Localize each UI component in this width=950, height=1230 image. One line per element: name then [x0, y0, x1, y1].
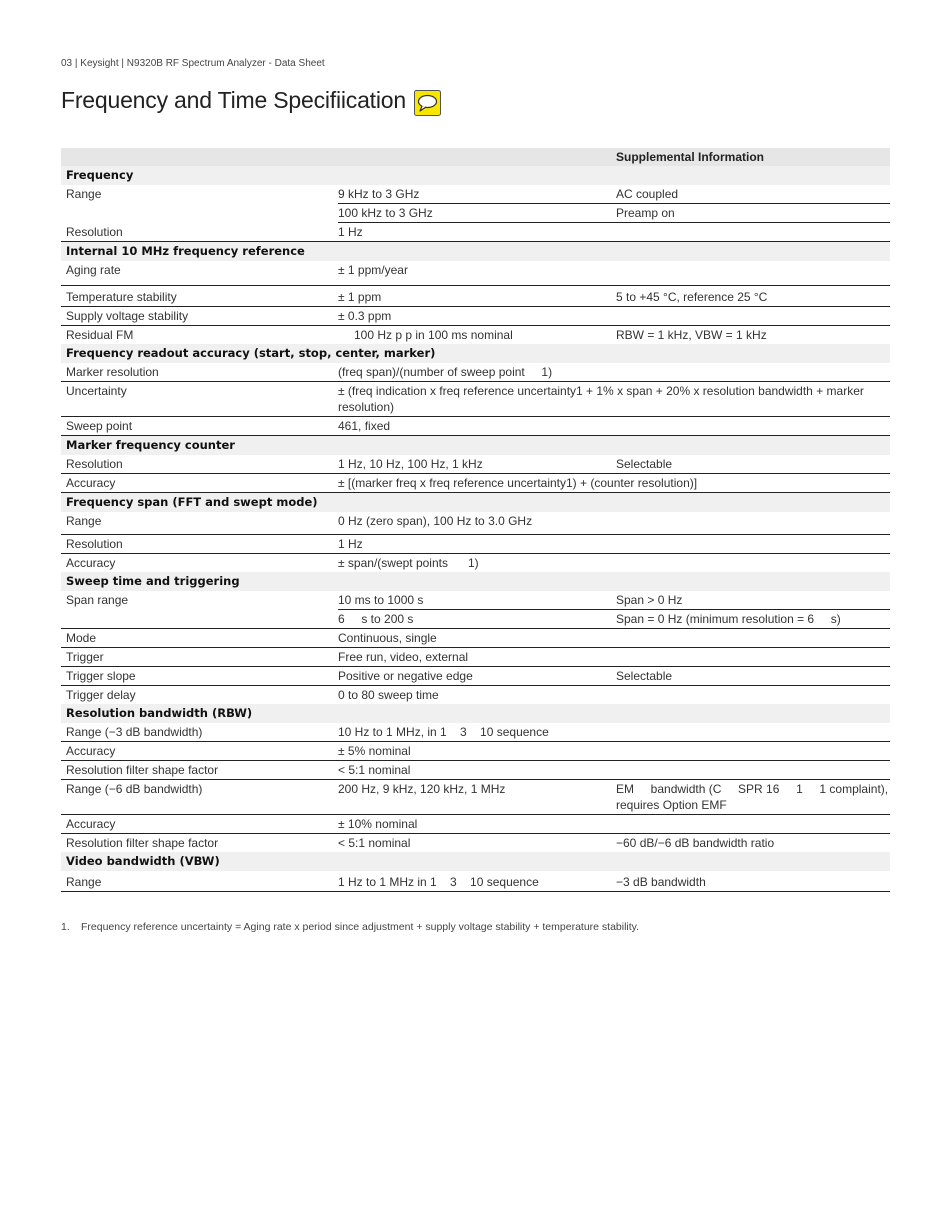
footnote-number: 1.	[61, 921, 70, 933]
table-row: Temperature stability ± 1 ppm 5 to +45 °C, reference 25 °C	[61, 286, 890, 307]
table-row: Mode Continuous, single	[61, 629, 890, 648]
supplemental-header: Supplemental Information	[616, 150, 765, 164]
table-header-row	[61, 148, 890, 166]
table-row: Accuracy ± 5% nominal	[61, 742, 890, 761]
table-row: Trigger delay 0 to 80 sweep time	[66, 688, 439, 702]
title-row	[61, 84, 441, 116]
table-row: Range 0 Hz (zero span), 100 Hz to 3.0 GHz	[61, 512, 890, 535]
table-row: Span range 10 ms to 1000 s Span > 0 Hz	[61, 591, 890, 610]
section-internal-ref: Internal 10 MHz frequency reference	[61, 242, 890, 261]
comment-icon[interactable]	[414, 90, 441, 116]
table-row: Accuracy ± span/(swept points 1)	[66, 556, 479, 570]
table-row: Aging rate ± 1 ppm/year	[61, 261, 890, 286]
table-row: Uncertainty ± (freq indication x freq reference uncertainty1 + 1% x span + 20% x resolution bandwidth + marker resolution)	[61, 382, 890, 417]
table-row: Residual FM 100 Hz p p in 100 ms nominal RBW = 1 kHz, VBW = 1 kHz	[66, 328, 767, 342]
section-rbw: Resolution bandwidth (RBW)	[61, 704, 890, 723]
table-row: Supply voltage stability ± 0.3 ppm	[61, 307, 890, 326]
page-header: 03 | Keysight | N9320B RF Spectrum Analyzer - Data Sheet	[61, 58, 325, 69]
footnote	[61, 921, 639, 933]
table-row: Resolution filter shape factor < 5:1 nominal	[61, 761, 890, 780]
page-title: Frequency and Time Specifiication	[61, 86, 406, 113]
table-row: Range (−3 dB bandwidth) 10 Hz to 1 MHz, in 1 3 10 sequence	[61, 723, 890, 742]
table-row: Trigger Free run, video, external	[61, 648, 890, 667]
table-row: Sweep point 461, fixed	[61, 417, 890, 436]
section-sweep: Sweep time and triggering	[61, 572, 890, 591]
footnote-text: Frequency reference uncertainty = Aging rate x period since adjustment + supply voltage stability + temperature stability.	[81, 921, 640, 933]
section-counter: Marker frequency counter	[61, 436, 890, 455]
section-vbw: Video bandwidth (VBW)	[61, 852, 890, 871]
table-row: Range 9 kHz to 3 GHz AC coupled	[61, 185, 890, 204]
section-readout: Frequency readout accuracy (start, stop, center, marker)	[61, 344, 890, 363]
section-frequency: Frequency	[61, 166, 890, 185]
table-row: 100 kHz to 3 GHz Preamp on	[61, 204, 890, 223]
table-row: Accuracy ± [(marker freq x freq reference uncertainty1) + (counter resolution)]	[61, 474, 890, 493]
spec-table	[61, 148, 890, 892]
table-row: Resolution 1 Hz	[61, 535, 890, 554]
table-row: Resolution 1 Hz	[61, 223, 890, 242]
table-row: Resolution filter shape factor < 5:1 nominal −60 dB/−6 dB bandwidth ratio	[66, 836, 775, 850]
table-row: Range (−6 dB bandwidth) 200 Hz, 9 kHz, 120 kHz, 1 MHz EM bandwidth (C SPR 16 1 1 complaint), requires Option EMF	[61, 780, 890, 815]
table-row: Accuracy ± 10% nominal	[61, 815, 890, 834]
section-span: Frequency span (FFT and swept mode)	[61, 493, 890, 512]
table-row: 6 s to 200 s Span = 0 Hz (minimum resolution = 6 s)	[61, 610, 890, 629]
table-row: Marker resolution (freq span)/(number of sweep point 1)	[61, 363, 890, 382]
table-row: Trigger slope Positive or negative edge Selectable	[61, 667, 890, 686]
table-row: Range 1 Hz to 1 MHz in 1 3 10 sequence −3 dB bandwidth	[61, 871, 890, 892]
table-row: Resolution 1 Hz, 10 Hz, 100 Hz, 1 kHz Selectable	[61, 455, 890, 474]
